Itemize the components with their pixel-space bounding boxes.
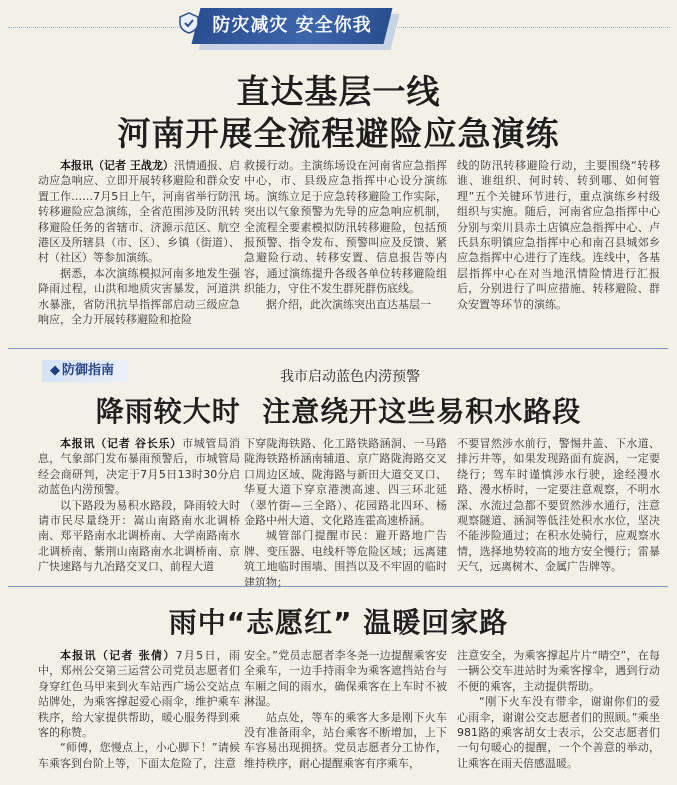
article3-headline: 雨中“志愿红” 温暖回家路	[168, 606, 509, 639]
banner-rule-left	[8, 27, 194, 29]
article1-col3-p1: 线的防汛转移避险行动，主要围绕“转移谁、谁组织、何时转、转到哪、如何管理”五个关键环节进行，重点演练乡村级组织与实施。随后，河南省应急指挥中心分别与栾川县赤土店镇应急指挥中心、卢氏县东明镇应急指挥中心和南召县城郊乡应急指挥中心进行了连线。连线中，各基层指挥中心在对当地汛情险情进行汇报后，分别进行了叫应措施、转移避险、群众安置等环节的演练。	[457, 159, 660, 311]
article3-col2-p1: 安全。”党员志愿者李冬尧一边提醒乘客安全乘车，一边手持雨伞为乘客遮挡站台与车厢之间的雨水，确保乘客在上车时不被淋湿。	[244, 649, 447, 709]
article1-column-3	[457, 158, 660, 312]
section-banner	[0, 0, 677, 56]
article3-col1-p2: “师傅，您慢点上，小心脚下！”请候车乘客到台阶上等，下面太危险了，注意	[38, 741, 240, 770]
article1-col1-p1: 汛情通报、启动应急响应、立即开展转移避险和群众安置工作……7月5日上午，河南省举行防汛转移避险应急演练，全省范围涉及防汛转移避险任务的省辖市、济源示范区、航空港区及所辖县（市、区）、乡镇（街道）、村（社区）等参加演练。	[38, 159, 240, 265]
article1-column-1	[38, 158, 240, 327]
article1-col2-p2: 据介绍，此次演练突出直达基层一	[266, 297, 431, 311]
article2-col1-p2: 以下路段为易积水路段，降雨较大时请市民尽量绕开：嵩山南路南水北调桥南、郑平路南水北调桥南、大学南路南水北调桥南、紫荆山南路南水北调桥南、京广快速路与九冶路交叉口、前程大道	[38, 498, 240, 574]
banner-rule-right	[390, 27, 670, 29]
article1-column-2	[244, 158, 447, 312]
article3-column-1	[38, 648, 240, 771]
article2-col1-p1: 市城管局消息，气象部门发布暴雨预警后，市城管局经会商研判，决定于7月5日13时30分启动蓝色内涝预警。	[38, 437, 240, 497]
article2-col2-p2: 城管部门提醒市民：避开路地广告牌、变压器、电线杆等危险区域；远离建筑工地临时围墙、围挡以及不牢固的临时建筑物；	[244, 529, 447, 589]
article2-subhead: 我市启动蓝色内涝预警	[280, 369, 420, 385]
article2-column-2	[244, 436, 447, 590]
article1-headline-line1: 直达基层一线	[236, 72, 441, 111]
article2-col3-p1: 不要冒然涉水前行，警惕井盖、下水道、排污井等，如果发现路面有旋涡，一定要绕行；驾车时谨慎涉水行驶，途经漫水路、漫水桥时，一定要注意观察，不明水深、水流过急都不要贸然涉水通行，注意观察隧道、涵洞等低洼处积水水位，坚决不能涉险通过；在积水处骑行，应观察水情，选择地势较高的地方安全慢行；雷暴天气，远离树木、金属广告牌等。	[457, 437, 660, 574]
article1-col1-p2: 据悉，本次演练模拟河南多地发生强降雨过程，山洪和地质灾害暴发，河道洪水暴涨，省防汛抗旱指挥部启动三级应急响应，全力开展转移避险和抢险	[38, 266, 240, 327]
article3-col2-p2: 站点处，等车的乘客大多是刚下火车没有准备雨伞，站台乘客不断增加，上下车容易出现拥挤。党员志愿者分工协作，维持秩序，耐心提醒乘客有序乘车，	[244, 710, 447, 770]
article3-col3-p2: “刚下火车没有带伞，谢谢你们的爱心雨伞，谢谢公交志愿者们的照顾。”乘坐981路的乘客胡女士表示，公交志愿者们一句句暖心的提醒，一个个善意的举动，让乘客在雨天倍感温暖。	[457, 695, 660, 770]
article2-column-1	[38, 436, 240, 575]
article3-col1-p1: 7月5日，雨中，郑州公交第三运营公司党员志愿者们身穿红色马甲来到火车站西广场公交站点站牌处，为乘客撑起爱心雨伞，维护乘车秩序，给大家提供帮助，暖心服务得到乘客的称赞。	[38, 649, 240, 740]
divider-1	[8, 348, 668, 349]
section-tag-label: 防御指南	[62, 363, 115, 378]
divider-2	[8, 586, 668, 587]
article2-col2-p1: 下穿陇海铁路、化工路铁路涵洞、一马路陇海铁路桥涵南辅道、京广路陇海路交叉口周边区域、陇海路与新田大道交叉口、华夏大道下穿京港澳高速、四三环北延（翠竹街—三全路）、花园路北四环、杨金路中州大道、文化路连霍高速桥涵。	[244, 437, 447, 528]
article3-column-2	[244, 648, 447, 771]
article3-column-3	[457, 648, 660, 771]
shield-badge-icon	[178, 12, 200, 34]
article2-byline: 本报讯（记者 谷长乐）	[60, 437, 183, 450]
section-tag	[42, 360, 128, 382]
diamond-icon: ◆	[50, 363, 60, 378]
banner-title: 防灾减灾 安全你我	[212, 15, 372, 36]
article1-headline-line2: 河南开展全流程避险应急演练	[117, 114, 560, 153]
article1-col2-p1: 救援行动。主演练场设在河南省应急指挥中心，市、县级应急指挥中心设分演练场。演练立足于应急转移避险工作实际，突出以气象预警为先导的应急响应机制，全流程全要素模拟防汛转移避险，包括预报预警、指令发布、预警叫应及反馈、紧急避险行动、转移安置、信息报告等内容，通过演练提升各级各单位转移避险组织能力，守住不发生群死群伤底线。	[244, 159, 447, 296]
article1-byline: 本报讯（记者 王战龙）	[60, 159, 174, 172]
article3-col3-p1: 注意安全，为乘客撑起片片“晴空”，在每一辆公交车进站时为乘客撑伞，遇到行动不便的乘客，主动提供帮助。	[457, 649, 660, 693]
article3-byline: 本报讯（记者 张倩）	[60, 649, 176, 662]
article2-column-3	[457, 436, 660, 575]
article2-headline: 降雨较大时 注意绕开这些易积水路段	[95, 395, 582, 428]
